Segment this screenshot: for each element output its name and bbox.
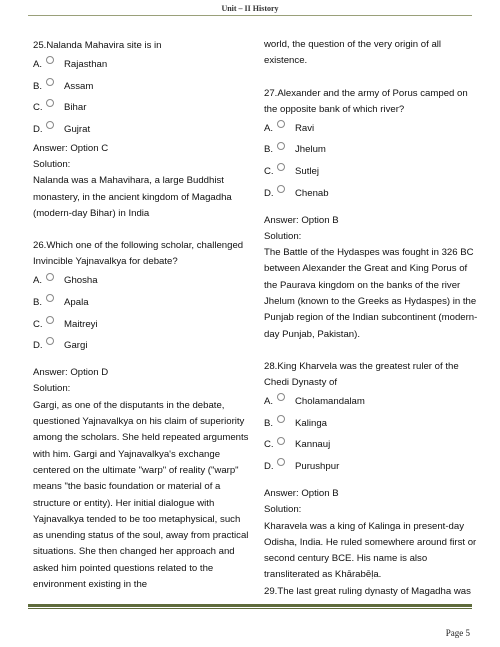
left-column [33, 38, 249, 593]
q25-option-d[interactable]: D. Gujrat [33, 119, 249, 141]
radio-button[interactable] [277, 185, 285, 193]
q27-solution: The Battle of the Hydaspes was fought in 326 BC between Alexander the Great and King Porus of the Paurava kingdom on the banks of the river Jhelum (known to the Greeks as Hydaspes) in the Punjab region of the Indian subcontinent (modern-day Punjab, Pakistan). [264, 247, 478, 340]
q27-solution-label: Solution: [264, 230, 302, 242]
q28-option-b[interactable]: B. Kalinga [264, 413, 480, 435]
question-27-text: 27.Alexander and the army of Porus camped on the opposite bank of which river? [264, 87, 468, 115]
q26-option-b[interactable]: B. Apala [33, 292, 249, 314]
header-rule [28, 15, 472, 16]
q25-option-b[interactable]: B. Assam [33, 76, 249, 98]
radio-button[interactable] [46, 56, 54, 64]
footer-rule [28, 604, 472, 607]
q28-solution-label: Solution: [264, 504, 302, 516]
q26-option-d[interactable]: D. Gargi [33, 336, 249, 358]
page-header: Unit – II History [221, 4, 279, 13]
radio-button[interactable] [277, 415, 285, 423]
question-28-text: 28.King Kharvela was the greatest ruler of the Chedi Dynasty of [264, 360, 459, 389]
radio-button[interactable] [277, 437, 285, 445]
q25-solution-label: Solution: [33, 158, 71, 170]
radio-button[interactable] [277, 393, 285, 401]
question-26-text: 26.Which one of the following scholar, challenged Invincible Yajnavalkya for debate? [33, 240, 244, 268]
radio-button[interactable] [277, 120, 285, 128]
radio-button[interactable] [277, 142, 285, 150]
q27-option-d[interactable]: D. Chenab [264, 183, 480, 205]
q26-solution: Gargi, as one of the disputants in the debate, questioned Yajnavalkya on his claim of superiority among the scholars. She held repeated arguments with him. Gargi and Yajnavalkya's exchange centered on the ultimate "warp" of reality ("warp" means "the basic foundation or material of a structure or entity). Her initial dialogue with Yajnavalkya tended to be too metaphysical, such as unending status of the soul, away from practical situations. She then changed her approach and asked him pointed questions related to the environment existing in the [33, 399, 249, 590]
q27-option-b[interactable]: B. Jhelum [264, 140, 480, 162]
q26-solution-continuation: world, the question of the very origin of all existence. [264, 39, 442, 67]
radio-button[interactable] [277, 458, 285, 466]
q27-answer: Answer: Option B [264, 214, 339, 226]
radio-button[interactable] [46, 99, 54, 107]
q25-solution: Nalanda was a Mahavihara, a large Buddhist monastery, in the ancient kingdom of Magadha (modern-day Bihar) in India [33, 175, 232, 219]
radio-button[interactable] [46, 78, 54, 86]
q28-solution: Kharavela was a king of Kalinga in present-day Odisha, India. He ruled somewhere around first or second century BCE. His name is also transliterated as Khārabēḷa. [264, 520, 477, 581]
question-25-text: 25.Nalanda Mahavira site is in [33, 40, 162, 51]
radio-button[interactable] [46, 294, 54, 302]
q25-answer: Answer: Option C [33, 142, 109, 154]
radio-button[interactable] [46, 273, 54, 281]
q28-answer: Answer: Option B [264, 487, 339, 499]
q26-option-a[interactable]: A. Ghosha [33, 271, 249, 293]
q25-option-a[interactable]: A. Rajasthan [33, 54, 249, 76]
radio-button[interactable] [46, 316, 54, 324]
q26-answer: Answer: Option D [33, 367, 109, 379]
q28-option-d[interactable]: D. Purushpur [264, 456, 480, 478]
q28-option-a[interactable]: A. Cholamandalam [264, 392, 480, 414]
radio-button[interactable] [46, 121, 54, 129]
q28-option-c[interactable]: C. Kannauj [264, 435, 480, 457]
q27-option-c[interactable]: C. Sutlej [264, 161, 480, 183]
q26-option-c[interactable]: C. Maitreyi [33, 314, 249, 336]
right-column [264, 37, 480, 600]
footer-rule-thin [28, 608, 472, 609]
q26-solution-label: Solution: [33, 383, 71, 395]
question-29-text: 29.The last great ruling dynasty of Magadha was [264, 585, 471, 597]
radio-button[interactable] [277, 163, 285, 171]
page-number: Page 5 [445, 628, 470, 638]
q25-option-c[interactable]: C. Bihar [33, 97, 249, 119]
radio-button[interactable] [46, 337, 54, 345]
q27-option-a[interactable]: A. Ravi [264, 118, 480, 140]
